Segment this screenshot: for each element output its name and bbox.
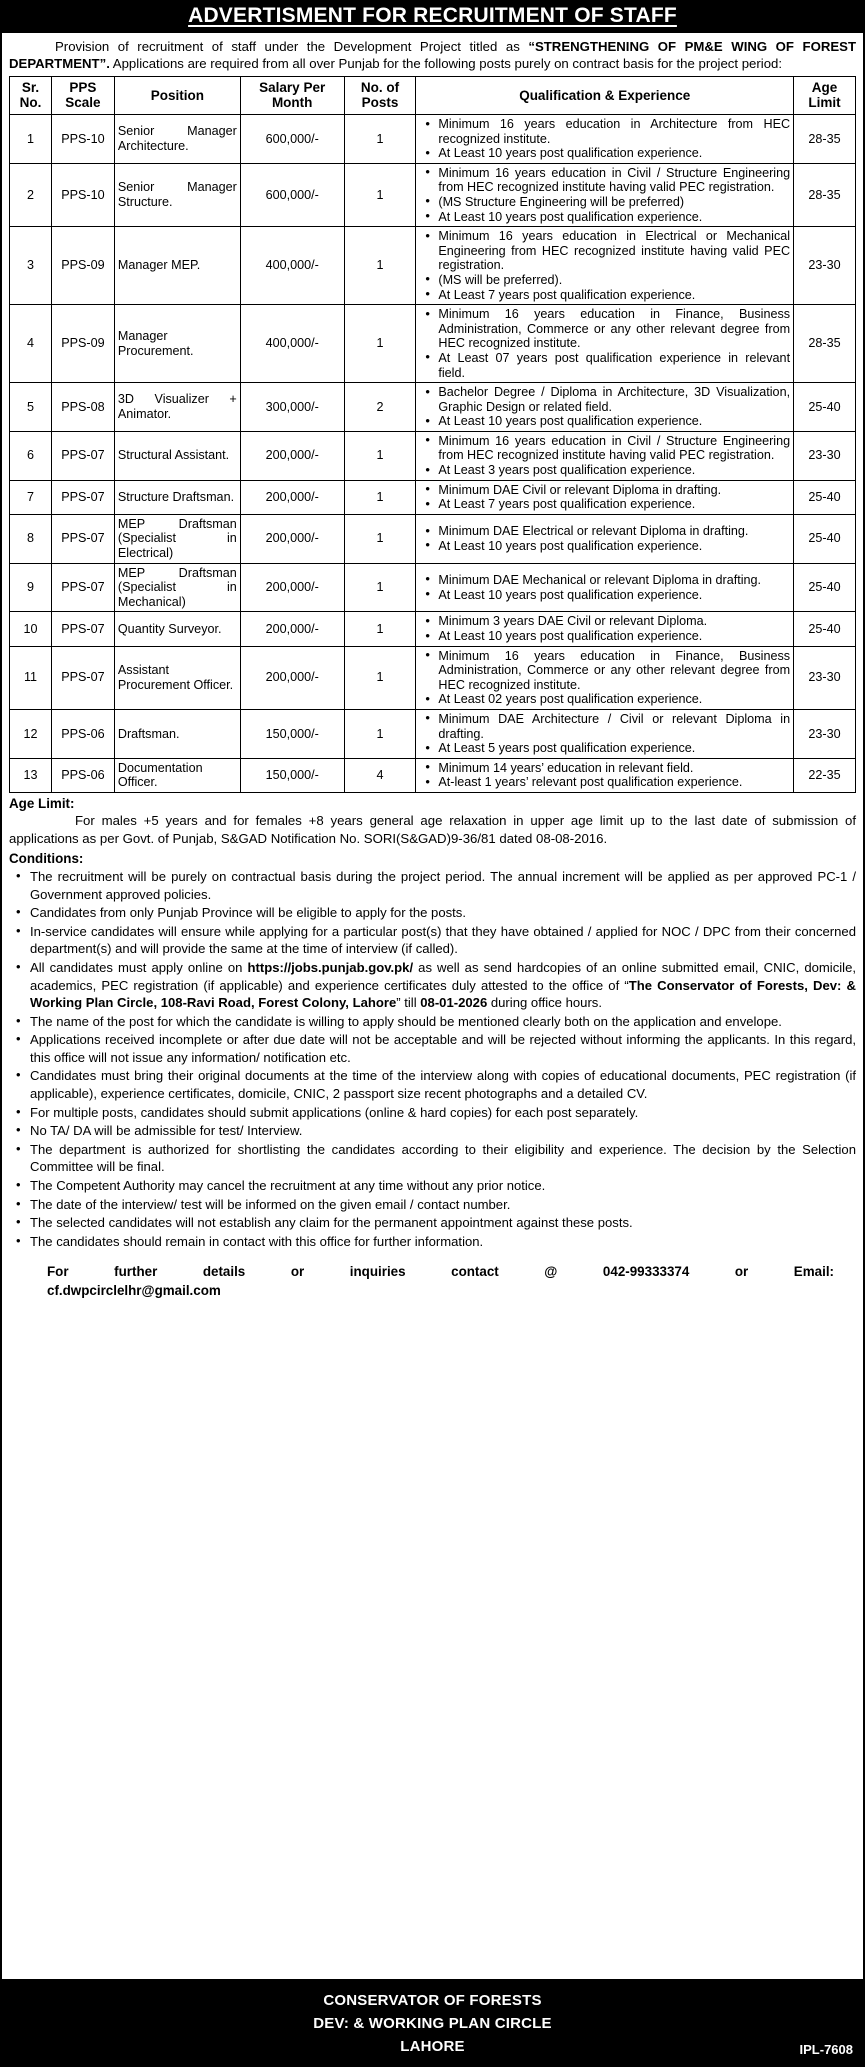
age-limit-heading: Age Limit: xyxy=(9,795,75,811)
cell-sr-no: 12 xyxy=(10,709,52,758)
qualification-item: • Minimum 14 years’ education in relevant field. xyxy=(436,761,790,776)
footer-office xyxy=(0,1985,865,2058)
col-header-position: Position xyxy=(114,77,240,115)
table-row xyxy=(10,612,856,646)
table-row xyxy=(10,709,856,758)
qualification-list xyxy=(419,524,790,553)
cell-pps-scale: PPS-07 xyxy=(51,431,114,480)
condition-item xyxy=(27,1177,856,1195)
cell-sr-no: 13 xyxy=(10,758,52,792)
qualification-list xyxy=(419,712,790,756)
cell-age-limit: 28-35 xyxy=(794,305,856,383)
cell-pps-scale: PPS-09 xyxy=(51,227,114,305)
condition-text: Candidates from only Punjab Province will be eligible to apply for the posts. xyxy=(30,905,466,921)
condition-item xyxy=(27,868,856,903)
cell-salary: 200,000/- xyxy=(240,431,344,480)
qualification-item: • Minimum 16 years education in Finance, Business Administration, Commerce or any other relevant degree from HEC recognized institute. xyxy=(436,649,790,693)
cell-salary: 200,000/- xyxy=(240,480,344,514)
cell-age-limit: 28-35 xyxy=(794,163,856,226)
qualification-item: • Minimum DAE Civil or relevant Diploma in drafting. xyxy=(436,483,790,498)
cell-sr-no: 11 xyxy=(10,646,52,709)
cell-sr-no: 8 xyxy=(10,514,52,563)
table-row xyxy=(10,480,856,514)
condition-text: The selected candidates will not establish any claim for the permanent appointment against these posts. xyxy=(30,1215,633,1231)
qualification-item: • Minimum 16 years education in Finance, Business Administration, Commerce or any other relevant degree from HEC recognized institute. xyxy=(436,307,790,351)
qualification-list xyxy=(419,385,790,429)
cell-pps-scale: PPS-10 xyxy=(51,115,114,164)
table-row xyxy=(10,514,856,563)
condition-text: No TA/ DA will be admissible for test/ Interview. xyxy=(30,1123,303,1139)
col-header-posts: No. of Posts xyxy=(344,77,416,115)
qualification-list xyxy=(419,229,790,302)
cell-salary: 150,000/- xyxy=(240,758,344,792)
contact-email[interactable]: cf.dwpcirclelhr@gmail.com xyxy=(47,1283,221,1299)
cell-age-limit: 23-30 xyxy=(794,709,856,758)
condition-item xyxy=(27,1067,856,1102)
cell-no-of-posts: 1 xyxy=(344,563,416,612)
condition-text: The name of the post for which the candidate is willing to apply should be mentioned clearly both on the application and envelope. xyxy=(30,1013,782,1029)
condition-text: The date of the interview/ test will be informed on the given email / contact number. xyxy=(30,1196,511,1212)
cell-pps-scale: PPS-07 xyxy=(51,563,114,612)
col-header-scale: PPS Scale xyxy=(51,77,114,115)
cell-position: MEP Draftsman (Specialist in Mechanical) xyxy=(114,563,240,612)
condition-text: For multiple posts, candidates should submit applications (online & hard copies) for each post separately. xyxy=(30,1104,639,1120)
condition-item xyxy=(27,1122,856,1140)
table-row xyxy=(10,163,856,226)
cell-no-of-posts: 1 xyxy=(344,646,416,709)
page-title: ADVERTISMENT FOR RECRUITMENT OF STAFF xyxy=(188,4,677,27)
table-row xyxy=(10,115,856,164)
cell-qualification xyxy=(416,709,794,758)
condition-item xyxy=(27,959,856,1012)
condition-item xyxy=(27,1233,856,1251)
table-row xyxy=(10,646,856,709)
project-title: “STRENGTHENING OF PM&E WING OF FOREST DEPARTMENT”. xyxy=(9,39,857,71)
age-limit-text: For males +5 years and for females +8 years general age relaxation in upper age limit up to the last date of submission of applications as per Govt. of Punjab, S&GAD Notification No. SORI(S&GAD)9-36/81 dated 08-08-2016. xyxy=(9,812,856,846)
footer-banner xyxy=(0,1979,865,2067)
conditions-heading: Conditions: xyxy=(9,850,84,866)
qualification-item: • (MS will be preferred). xyxy=(436,273,790,288)
cell-qualification xyxy=(416,646,794,709)
qualification-list xyxy=(419,761,790,790)
condition-text: during office hours. xyxy=(487,995,602,1011)
qualification-item: • At Least 10 years post qualification experience. xyxy=(436,588,790,603)
cell-sr-no: 7 xyxy=(10,480,52,514)
cell-salary: 400,000/- xyxy=(240,227,344,305)
cell-pps-scale: PPS-07 xyxy=(51,480,114,514)
cell-position: Quantity Surveyor. xyxy=(114,612,240,646)
cell-sr-no: 9 xyxy=(10,563,52,612)
cell-qualification xyxy=(416,115,794,164)
cell-pps-scale: PPS-06 xyxy=(51,709,114,758)
qualification-item: • Bachelor Degree / Diploma in Architecture, 3D Visualization, Graphic Design or related field. xyxy=(436,385,790,414)
qualification-item: • Minimum DAE Mechanical or relevant Diploma in drafting. xyxy=(436,573,790,588)
cell-qualification xyxy=(416,305,794,383)
cell-sr-no: 6 xyxy=(10,431,52,480)
qualification-list xyxy=(419,614,790,643)
header-banner xyxy=(0,0,865,33)
condition-item xyxy=(27,1141,856,1176)
cell-pps-scale: PPS-10 xyxy=(51,163,114,226)
qualification-item: • At Least 7 years post qualification experience. xyxy=(436,288,790,303)
cell-age-limit: 25-40 xyxy=(794,383,856,432)
cell-age-limit: 25-40 xyxy=(794,480,856,514)
cell-sr-no: 10 xyxy=(10,612,52,646)
qualification-item: • At Least 3 years post qualification experience. xyxy=(436,463,790,478)
col-header-sr: Sr. No. xyxy=(10,77,52,115)
qualification-list xyxy=(419,649,790,707)
cell-sr-no: 5 xyxy=(10,383,52,432)
qualification-item: • At Least 10 years post qualification experience. xyxy=(436,414,790,429)
content-frame xyxy=(0,33,865,1979)
qualification-item: • At Least 7 years post qualification experience. xyxy=(436,497,790,512)
condition-item xyxy=(27,923,856,958)
cell-salary: 150,000/- xyxy=(240,709,344,758)
conditions-list xyxy=(9,868,856,1250)
condition-emphasis: 08-01-2026 xyxy=(420,995,488,1011)
cell-age-limit: 23-30 xyxy=(794,431,856,480)
qualification-item: • Minimum 16 years education in Civil / Structure Engineering from HEC recognized institute having valid PEC registration. xyxy=(436,166,790,195)
cell-pps-scale: PPS-06 xyxy=(51,758,114,792)
cell-qualification xyxy=(416,514,794,563)
cell-no-of-posts: 1 xyxy=(344,431,416,480)
condition-text: as well as send hardcopies of an online submitted email, CNIC, domicile, academics, PEC registration (if applicable) and experience certificates duly attested to the office of “ xyxy=(30,959,856,993)
table-row xyxy=(10,563,856,612)
cell-no-of-posts: 2 xyxy=(344,383,416,432)
cell-no-of-posts: 1 xyxy=(344,612,416,646)
condition-item xyxy=(27,1196,856,1214)
qualification-list xyxy=(419,117,790,161)
cell-pps-scale: PPS-07 xyxy=(51,514,114,563)
qualification-list xyxy=(419,573,790,602)
condition-emphasis: The Conservator of Forests, Dev: & Working Plan Circle, 108-Ravi Road, Forest Colony, Lahore xyxy=(30,977,856,1011)
qualification-item: • Minimum 16 years education in Civil / Structure Engineering from HEC recognized institute having valid PEC registration. xyxy=(436,434,790,463)
cell-salary: 200,000/- xyxy=(240,563,344,612)
condition-item xyxy=(27,1104,856,1122)
qualification-item: • At Least 10 years post qualification experience. xyxy=(436,629,790,644)
table-row xyxy=(10,383,856,432)
cell-pps-scale: PPS-09 xyxy=(51,305,114,383)
qualification-item: • Minimum 16 years education in Electrical or Mechanical Engineering from HEC recognized institute having valid PEC registration. xyxy=(436,229,790,273)
cell-sr-no: 1 xyxy=(10,115,52,164)
cell-no-of-posts: 1 xyxy=(344,480,416,514)
cell-no-of-posts: 1 xyxy=(344,305,416,383)
qualification-item: • (MS Structure Engineering will be preferred) xyxy=(436,195,790,210)
qualification-list xyxy=(419,434,790,478)
cell-pps-scale: PPS-08 xyxy=(51,383,114,432)
qualification-item: • At Least 10 years post qualification experience. xyxy=(436,210,790,225)
qualification-item: • At Least 10 years post qualification experience. xyxy=(436,146,790,161)
intro-part2: Applications are required from all over Punjab for the following posts purely on contract basis for the project period: xyxy=(109,55,783,71)
cell-qualification xyxy=(416,758,794,792)
cell-salary: 200,000/- xyxy=(240,646,344,709)
cell-no-of-posts: 1 xyxy=(344,709,416,758)
cell-no-of-posts: 1 xyxy=(344,514,416,563)
qualification-list xyxy=(419,483,790,512)
qualification-list xyxy=(419,307,790,380)
qualification-item: • At Least 10 years post qualification experience. xyxy=(436,539,790,554)
cell-no-of-posts: 1 xyxy=(344,115,416,164)
cell-position: Senior Manager Architecture. xyxy=(114,115,240,164)
intro-paragraph xyxy=(9,39,856,72)
footer-line-2: DEV: & WORKING PLAN CIRCLE xyxy=(313,2015,552,2032)
cell-qualification xyxy=(416,431,794,480)
table-row xyxy=(10,227,856,305)
cell-position: Senior Manager Structure. xyxy=(114,163,240,226)
contact-block xyxy=(9,1262,856,1300)
qualification-item: • Minimum DAE Architecture / Civil or relevant Diploma in drafting. xyxy=(436,712,790,741)
cell-qualification xyxy=(416,563,794,612)
cell-sr-no: 3 xyxy=(10,227,52,305)
footer-line-3: LAHORE xyxy=(400,2038,465,2055)
table-header-row xyxy=(10,77,856,115)
qualification-item: • At Least 07 years post qualification experience in relevant field. xyxy=(436,351,790,380)
cell-salary: 200,000/- xyxy=(240,612,344,646)
condition-text: ” till xyxy=(396,995,421,1011)
condition-text: The candidates should remain in contact with this office for further information. xyxy=(30,1233,484,1249)
qualification-item: • At Least 5 years post qualification experience. xyxy=(436,741,790,756)
cell-qualification xyxy=(416,383,794,432)
jobs-table-body xyxy=(10,115,856,793)
contact-line: For further details or inquiries contact @ 042-99333374 or Email: xyxy=(47,1264,834,1280)
cell-no-of-posts: 4 xyxy=(344,758,416,792)
cell-pps-scale: PPS-07 xyxy=(51,646,114,709)
qualification-item: • At-least 1 years’ relevant post qualification experience. xyxy=(436,775,790,790)
cell-qualification xyxy=(416,612,794,646)
condition-item xyxy=(27,1214,856,1232)
cell-salary: 200,000/- xyxy=(240,514,344,563)
condition-text: The department is authorized for shortlisting the candidates according to their eligibility and experience. The decision by the Selection Committee will be final. xyxy=(30,1141,856,1175)
cell-position: Manager Procurement. xyxy=(114,305,240,383)
table-row xyxy=(10,305,856,383)
cell-age-limit: 23-30 xyxy=(794,646,856,709)
cell-age-limit: 25-40 xyxy=(794,563,856,612)
cell-position: Structure Draftsman. xyxy=(114,480,240,514)
cell-position: Documentation Officer. xyxy=(114,758,240,792)
footer-reference-code: IPL-7608 xyxy=(799,2042,853,2057)
cell-age-limit: 22-35 xyxy=(794,758,856,792)
qualification-list xyxy=(419,166,790,224)
condition-text: The recruitment will be purely on contractual basis during the project period. The annual increment will be applied as per approved PC-1 / Government approved policies. xyxy=(30,868,856,902)
condition-item xyxy=(27,1013,856,1031)
cell-age-limit: 23-30 xyxy=(794,227,856,305)
cell-position: 3D Visualizer + Animator. xyxy=(114,383,240,432)
cell-position: Draftsman. xyxy=(114,709,240,758)
cell-no-of-posts: 1 xyxy=(344,227,416,305)
table-row xyxy=(10,431,856,480)
condition-item xyxy=(27,1031,856,1066)
col-header-age: Age Limit xyxy=(794,77,856,115)
cell-position: Assistant Procurement Officer. xyxy=(114,646,240,709)
table-row xyxy=(10,758,856,792)
cell-qualification xyxy=(416,480,794,514)
cell-age-limit: 25-40 xyxy=(794,514,856,563)
footer-line-1: CONSERVATOR OF FORESTS xyxy=(323,1992,542,2009)
cell-salary: 600,000/- xyxy=(240,163,344,226)
condition-item xyxy=(27,904,856,922)
cell-qualification xyxy=(416,163,794,226)
cell-position: MEP Draftsman (Specialist in Electrical) xyxy=(114,514,240,563)
condition-text: The Competent Authority may cancel the recruitment at any time without any prior notice. xyxy=(30,1178,546,1194)
intro-part1: Provision of recruitment of staff under the Development Project titled as xyxy=(55,39,529,54)
cell-salary: 300,000/- xyxy=(240,383,344,432)
cell-position: Manager MEP. xyxy=(114,227,240,305)
condition-text: In-service candidates will ensure while applying for a particular post(s) that they have obtained / applied for NOC / DPC from their concerned department(s) and will provide the same at the time of interview (if called). xyxy=(30,923,856,957)
qualification-item: • Minimum 16 years education in Architecture from HEC recognized institute. xyxy=(436,117,790,146)
cell-salary: 600,000/- xyxy=(240,115,344,164)
cell-age-limit: 28-35 xyxy=(794,115,856,164)
cell-no-of-posts: 1 xyxy=(344,163,416,226)
cell-position: Structural Assistant. xyxy=(114,431,240,480)
cell-age-limit: 25-40 xyxy=(794,612,856,646)
cell-sr-no: 2 xyxy=(10,163,52,226)
condition-text: All candidates must apply online on xyxy=(30,959,248,975)
cell-salary: 400,000/- xyxy=(240,305,344,383)
col-header-salary: Salary Per Month xyxy=(240,77,344,115)
cell-qualification xyxy=(416,227,794,305)
condition-text: Applications received incomplete or after due date will not be acceptable and will be rejected without informing the applicants. In this regard, this office will not issue any information/ notification etc. xyxy=(30,1032,856,1065)
cell-pps-scale: PPS-07 xyxy=(51,612,114,646)
cell-sr-no: 4 xyxy=(10,305,52,383)
qualification-item: • Minimum 3 years DAE Civil or relevant Diploma. xyxy=(436,614,790,629)
condition-text: Candidates must bring their original documents at the time of the interview along with copies of educational documents, PEC registration (if applicable), experience certificates, domicile, CNIC, 2 passport size recent photographs and a detailed CV. xyxy=(30,1068,856,1102)
jobs-table xyxy=(9,76,856,793)
col-header-qualification: Qualification & Experience xyxy=(416,77,794,115)
qualification-item: • At Least 02 years post qualification experience. xyxy=(436,692,790,707)
qualification-item: • Minimum DAE Electrical or relevant Diploma in drafting. xyxy=(436,524,790,539)
condition-emphasis: https://jobs.punjab.gov.pk/ xyxy=(247,959,414,975)
